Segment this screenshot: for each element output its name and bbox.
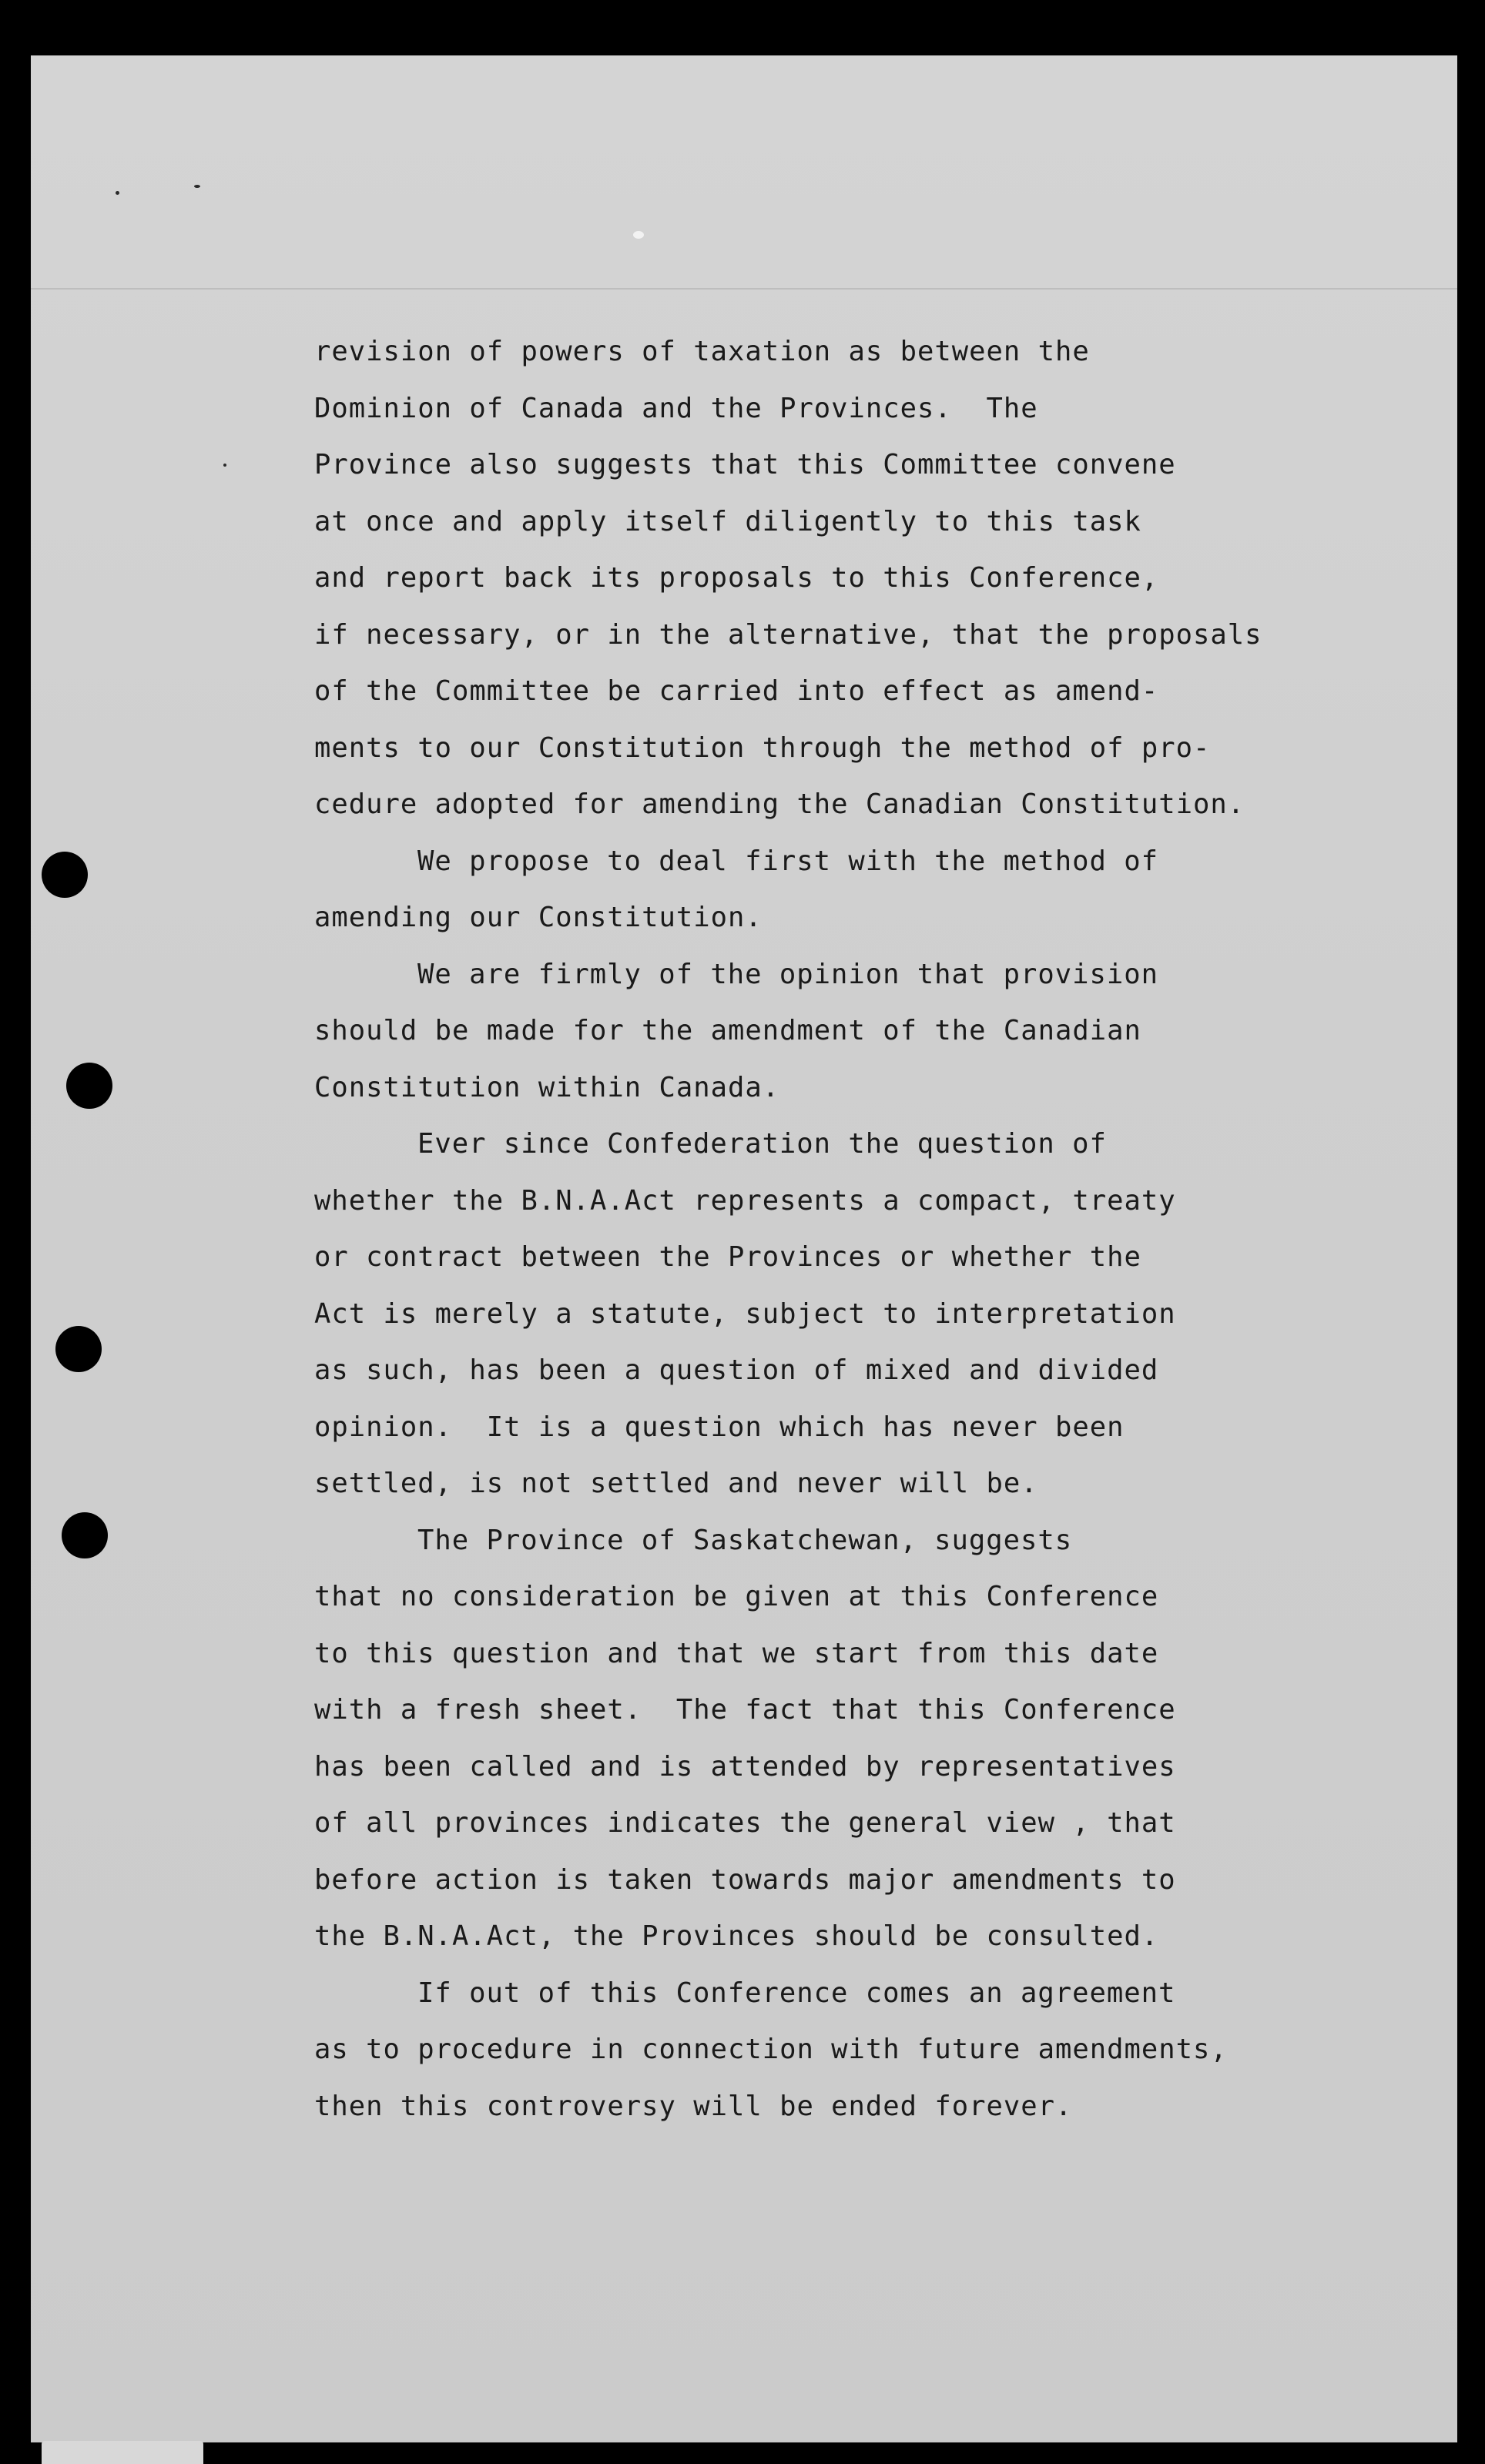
page-edge-tab — [42, 2441, 203, 2464]
text-line: ments to our Constitution through the method of pro- — [314, 732, 1211, 764]
ink-speck — [223, 464, 226, 467]
text-line: We propose to deal first with the method of — [417, 845, 1159, 877]
text-line: We are firmly of the opinion that provision — [417, 958, 1159, 990]
text-line: of all provinces indicates the general view , that — [314, 1807, 1176, 1839]
text-line: The Province of Saskatchewan, suggests — [417, 1524, 1073, 1556]
ink-speck — [116, 191, 119, 195]
text-line: amending our Constitution. — [314, 902, 763, 933]
punch-hole — [55, 1326, 102, 1372]
text-line: Ever since Confederation the question of — [417, 1128, 1107, 1160]
text-line: opinion. It is a question which has never been — [314, 1411, 1125, 1443]
text-line: to this question and that we start from this date — [314, 1637, 1159, 1669]
text-line: at once and apply itself diligently to this task — [314, 505, 1141, 537]
text-line: before action is taken towards major amendments to — [314, 1863, 1176, 1896]
text-line: if necessary, or in the alternative, that the proposals — [314, 618, 1262, 651]
text-line: or contract between the Provinces or whether the — [314, 1241, 1141, 1273]
text-line: Dominion of Canada and the Provinces. The — [314, 392, 1038, 424]
text-line: that no consideration be given at this Conference — [314, 1581, 1159, 1612]
punch-hole — [66, 1063, 112, 1109]
text-line: Act is merely a statute, subject to interpretation — [314, 1297, 1176, 1330]
text-line: as such, has been a question of mixed and divided — [314, 1354, 1159, 1386]
paper-fold-line — [31, 288, 1457, 290]
ink-speck — [633, 231, 644, 239]
text-line: If out of this Conference comes an agreement — [417, 1977, 1176, 2009]
punch-hole — [62, 1512, 108, 1558]
text-line: settled, is not settled and never will be. — [314, 1468, 1038, 1499]
typewritten-text — [314, 323, 1277, 2134]
text-line: and report back its proposals to this Conference, — [314, 562, 1159, 594]
text-line: has been called and is attended by representatives — [314, 1750, 1176, 1783]
punch-hole — [42, 852, 88, 898]
text-line: cedure adopted for amending the Canadian Constitution. — [314, 788, 1245, 820]
text-line: revision of powers of taxation as between the — [314, 336, 1090, 367]
text-line: then this controversy will be ended forever. — [314, 2090, 1073, 2122]
text-line: should be made for the amendment of the Canadian — [314, 1015, 1141, 1046]
text-line: Constitution within Canada. — [314, 1071, 780, 1103]
text-line: as to procedure in connection with future amendments, — [314, 2034, 1228, 2065]
text-line: of the Committee be carried into effect as amend- — [314, 675, 1159, 707]
text-line: Province also suggests that this Committee convene — [314, 449, 1176, 480]
text-line: the B.N.A.Act, the Provinces should be consulted. — [314, 1920, 1159, 1952]
text-line: whether the B.N.A.Act represents a compact, treaty — [314, 1184, 1176, 1217]
text-line: with a fresh sheet. The fact that this Conference — [314, 1694, 1176, 1726]
ink-speck — [194, 185, 200, 188]
